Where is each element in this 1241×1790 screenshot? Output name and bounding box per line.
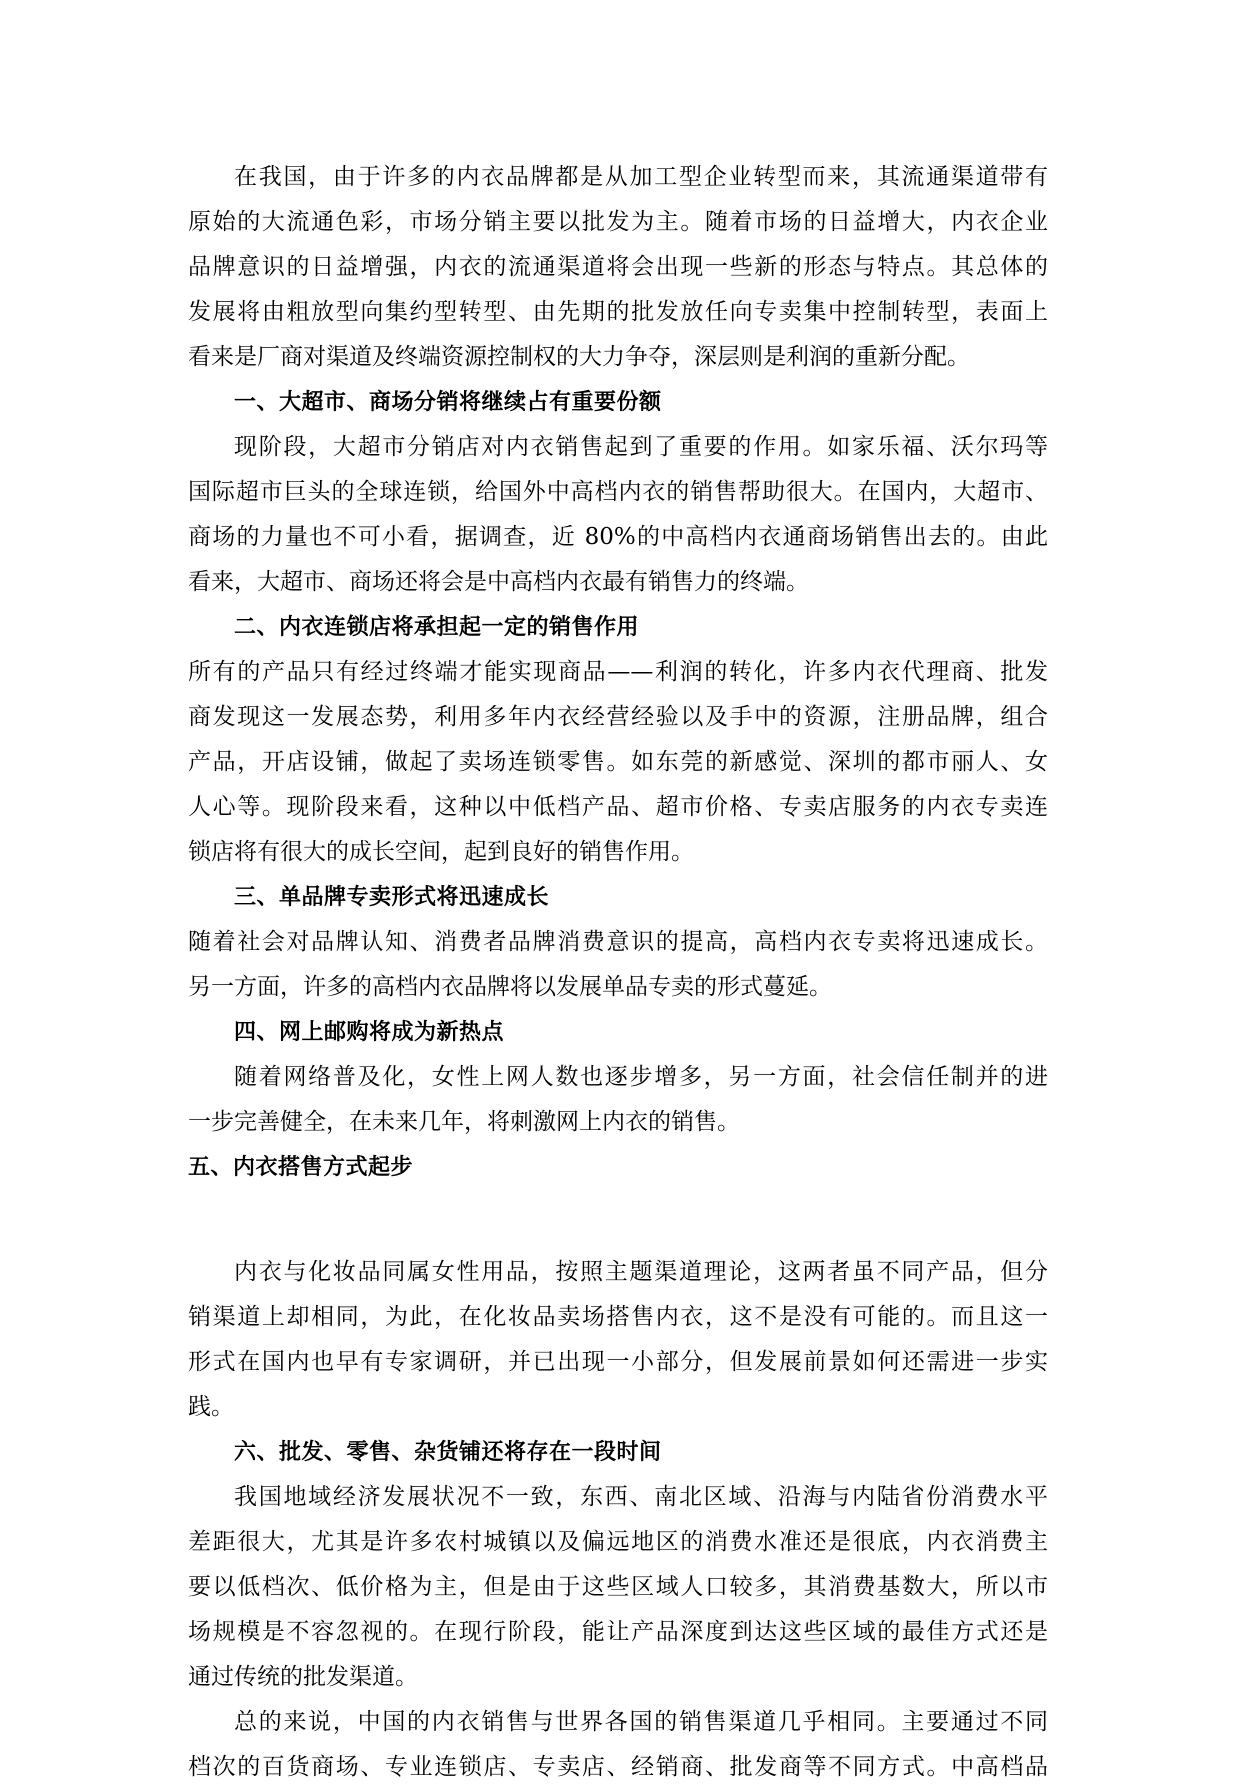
blank-spacer <box>188 1190 1048 1250</box>
section-line: 差距很大，尤其是许多农村城镇以及偏远地区的消费水准还是很底，内衣消费主 <box>188 1529 1048 1555</box>
section-line: 随着社会对品牌认知、消费者品牌消费意识的提高，高档内衣专卖将迅速成长。 <box>188 929 1048 955</box>
section-line: 场规模是不容忽视的。在现行阶段，能让产品深度到达这些区域的最佳方式还是 <box>188 1619 1048 1645</box>
section-line: 商发现这一发展态势，利用多年内衣经营经验以及手中的资源，注册品牌，组合 <box>188 704 1048 730</box>
section-heading: 五、内衣搭售方式起步 <box>188 1155 414 1180</box>
section-line: 一步完善健全，在未来几年，将刺激网上内衣的销售。 <box>188 1109 740 1135</box>
section-heading: 一、大超市、商场分销将继续占有重要份额 <box>234 390 662 415</box>
section-heading: 四、网上邮购将成为新热点 <box>234 1020 505 1045</box>
section-line: 国际超市巨头的全球连锁，给国外中高档内衣的销售帮助很大。在国内，大超市、 <box>188 479 1048 505</box>
section-line: 产品，开店设铺，做起了卖场连锁零售。如东莞的新感觉、深圳的都市丽人、女 <box>188 749 1048 775</box>
conclusion-line: 档次的百货商场、专业连锁店、专卖店、经销商、批发商等不同方式。中高档品 <box>188 1754 1048 1780</box>
section-heading: 二、内衣连锁店将承担起一定的销售作用 <box>234 615 640 640</box>
section-line: 要以低档次、低价格为主，但是由于这些区域人口较多，其消费基数大，所以市 <box>188 1574 1048 1600</box>
section-line: 我国地域经济发展状况不一致，东西、南北区域、沿海与内陆省份消费水平 <box>234 1484 1048 1510</box>
section-line: 另一方面，许多的高档内衣品牌将以发展单品专卖的形式蔓延。 <box>188 974 832 1000</box>
section-line: 践。 <box>188 1394 234 1420</box>
conclusion-line: 总的来说，中国的内衣销售与世界各国的销售渠道几乎相同。主要通过不同 <box>234 1709 1048 1735</box>
section-line: 现阶段，大超市分销店对内衣销售起到了重要的作用。如家乐福、沃尔玛等 <box>234 434 1048 460</box>
intro-line: 原始的大流通色彩，市场分销主要以批发为主。随着市场的日益增大，内衣企业 <box>188 209 1048 235</box>
section-line: 商场的力量也不可小看，据调查，近 80%的中高档内衣通商场销售出去的。由此 <box>188 524 1048 550</box>
section-line: 看来，大超市、商场还将会是中高档内衣最有销售力的终端。 <box>188 569 809 595</box>
intro-line: 品牌意识的日益增强，内衣的流通渠道将会出现一些新的形态与特点。其总体的 <box>188 254 1048 280</box>
section-line: 所有的产品只有经过终端才能实现商品——利润的转化，许多内衣代理商、批发 <box>188 659 1048 685</box>
section-line: 随着网络普及化，女性上网人数也逐步增多，另一方面，社会信任制并的进 <box>234 1064 1048 1090</box>
intro-line: 在我国，由于许多的内衣品牌都是从加工型企业转型而来，其流通渠道带有 <box>234 164 1048 190</box>
section-heading: 六、批发、零售、杂货铺还将存在一段时间 <box>234 1440 662 1465</box>
section-line: 销渠道上却相同，为此，在化妆品卖场搭售内衣，这不是没有可能的。而且这一 <box>188 1304 1048 1330</box>
section-line: 通过传统的批发渠道。 <box>188 1664 418 1690</box>
intro-line: 发展将由粗放型向集约型转型、由先期的批发放任向专卖集中控制转型，表面上 <box>188 299 1048 325</box>
section-heading: 三、单品牌专卖形式将迅速成长 <box>234 885 550 910</box>
section-line: 人心等。现阶段来看，这种以中低档产品、超市价格、专卖店服务的内衣专卖连 <box>188 794 1048 820</box>
section-line: 锁店将有很大的成长空间，起到良好的销售作用。 <box>188 839 694 865</box>
intro-line: 看来是厂商对渠道及终端资源控制权的大力争夺，深层则是利润的重新分配。 <box>188 344 970 370</box>
section-line: 内衣与化妆品同属女性用品，按照主题渠道理论，这两者虽不同产品，但分 <box>234 1259 1048 1285</box>
section-line: 形式在国内也早有专家调研，并已出现一小部分，但发展前景如何还需进一步实 <box>188 1349 1048 1375</box>
document-body <box>188 155 1048 1790</box>
